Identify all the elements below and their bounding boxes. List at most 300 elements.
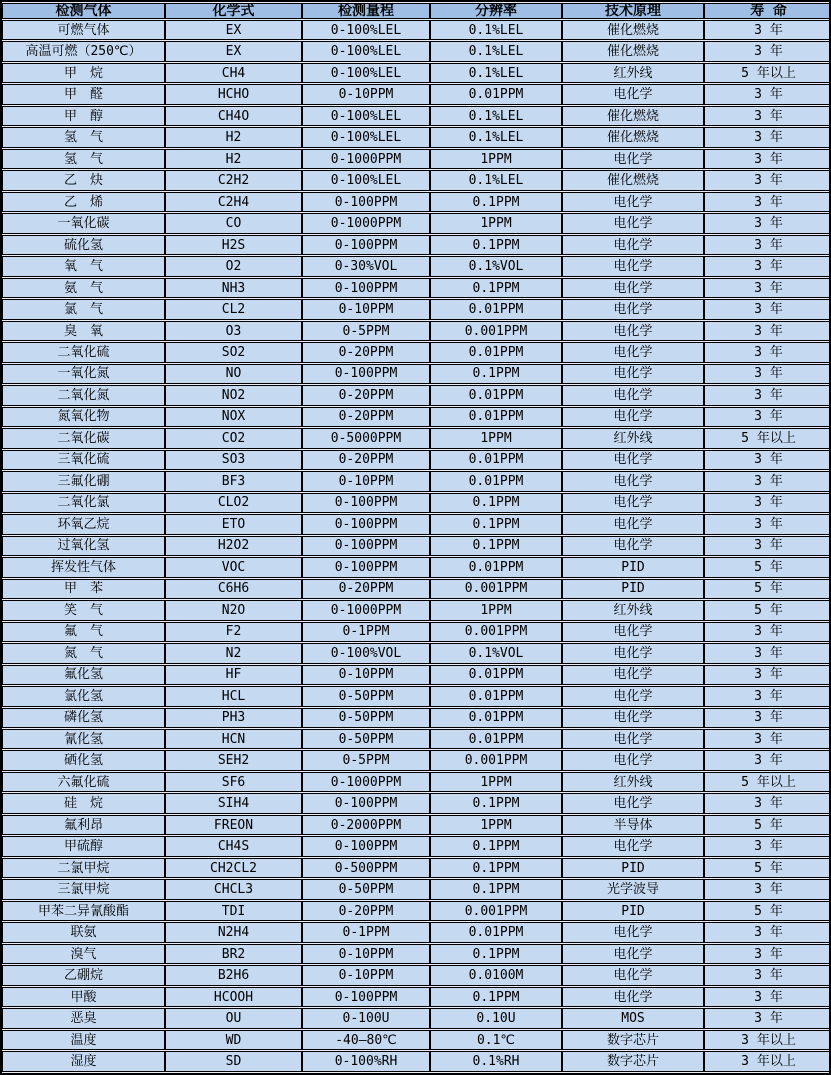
cell-resolution: 0.01PPM xyxy=(430,686,562,706)
cell-range: -40—80℃ xyxy=(302,1030,430,1050)
cell-gas: 二氧化碳 xyxy=(2,428,165,448)
cell-gas: 氧 气 xyxy=(2,256,165,276)
table-row xyxy=(2,450,831,470)
cell-range: 0-1000PPM xyxy=(302,213,430,233)
cell-lifespan: 3 年 xyxy=(704,987,831,1007)
cell-formula: ETO xyxy=(165,514,302,534)
cell-principle: 光学波导 xyxy=(562,879,704,899)
table-row xyxy=(2,1008,831,1028)
cell-resolution: 0.001PPM xyxy=(430,579,562,599)
cell-principle: 电化学 xyxy=(562,342,704,362)
table-row xyxy=(2,729,831,749)
cell-gas: 联氨 xyxy=(2,922,165,942)
cell-lifespan: 3 年 xyxy=(704,299,831,319)
cell-principle: 电化学 xyxy=(562,471,704,491)
cell-principle: 红外线 xyxy=(562,428,704,448)
table-row xyxy=(2,643,831,663)
table-row xyxy=(2,471,831,491)
cell-formula: FREON xyxy=(165,815,302,835)
cell-principle: 半导体 xyxy=(562,815,704,835)
cell-principle: 电化学 xyxy=(562,84,704,104)
cell-resolution: 0.1PPM xyxy=(430,836,562,856)
cell-formula: HCHO xyxy=(165,84,302,104)
cell-formula: B2H6 xyxy=(165,965,302,985)
cell-gas: 三氯甲烷 xyxy=(2,879,165,899)
cell-lifespan: 3 年以上 xyxy=(704,1030,831,1050)
table-row xyxy=(2,600,831,620)
table-row xyxy=(2,708,831,728)
cell-resolution: 0.001PPM xyxy=(430,901,562,921)
cell-resolution: 1PPM xyxy=(430,149,562,169)
cell-range: 0-100PPM xyxy=(302,536,430,556)
cell-lifespan: 3 年 xyxy=(704,41,831,61)
cell-gas: 磷化氢 xyxy=(2,708,165,728)
cell-formula: EX xyxy=(165,41,302,61)
cell-lifespan: 3 年 xyxy=(704,170,831,190)
cell-principle: 电化学 xyxy=(562,514,704,534)
table-row xyxy=(2,256,831,276)
cell-formula: SD xyxy=(165,1051,302,1072)
cell-lifespan: 3 年 xyxy=(704,192,831,212)
cell-lifespan: 3 年 xyxy=(704,836,831,856)
cell-formula: NOX xyxy=(165,407,302,427)
cell-range: 0-100%LEL xyxy=(302,41,430,61)
cell-formula: F2 xyxy=(165,622,302,642)
cell-resolution: 0.1PPM xyxy=(430,278,562,298)
cell-gas: 过氧化氢 xyxy=(2,536,165,556)
cell-gas: 氯 气 xyxy=(2,299,165,319)
cell-principle: 红外线 xyxy=(562,600,704,620)
table-row xyxy=(2,127,831,147)
cell-resolution: 0.001PPM xyxy=(430,321,562,341)
cell-resolution: 0.1PPM xyxy=(430,987,562,1007)
cell-gas: 温度 xyxy=(2,1030,165,1050)
cell-resolution: 0.01PPM xyxy=(430,385,562,405)
cell-lifespan: 3 年 xyxy=(704,708,831,728)
cell-formula: C2H4 xyxy=(165,192,302,212)
table-row xyxy=(2,493,831,513)
cell-principle: 电化学 xyxy=(562,750,704,770)
cell-principle: 电化学 xyxy=(562,407,704,427)
cell-lifespan: 3 年 xyxy=(704,944,831,964)
cell-lifespan: 5 年 xyxy=(704,557,831,577)
cell-lifespan: 3 年 xyxy=(704,364,831,384)
cell-principle: 催化燃烧 xyxy=(562,106,704,126)
cell-gas: 甲 醇 xyxy=(2,106,165,126)
cell-principle: 电化学 xyxy=(562,622,704,642)
cell-resolution: 0.01PPM xyxy=(430,708,562,728)
cell-lifespan: 5 年 xyxy=(704,815,831,835)
cell-range: 0-2000PPM xyxy=(302,815,430,835)
table-row xyxy=(2,84,831,104)
cell-formula: CH4S xyxy=(165,836,302,856)
cell-lifespan: 3 年 xyxy=(704,665,831,685)
table-row xyxy=(2,686,831,706)
cell-principle: PID xyxy=(562,901,704,921)
cell-resolution: 0.10U xyxy=(430,1008,562,1028)
cell-range: 0-100PPM xyxy=(302,557,430,577)
cell-principle: 电化学 xyxy=(562,235,704,255)
cell-principle: 电化学 xyxy=(562,686,704,706)
table-row xyxy=(2,1051,831,1072)
cell-resolution: 0.01PPM xyxy=(430,665,562,685)
cell-resolution: 0.1%VOL xyxy=(430,643,562,663)
cell-range: 0-10PPM xyxy=(302,299,430,319)
table-row xyxy=(2,836,831,856)
cell-formula: VOC xyxy=(165,557,302,577)
cell-lifespan: 3 年 xyxy=(704,235,831,255)
header-row xyxy=(2,3,831,19)
cell-resolution: 0.01PPM xyxy=(430,407,562,427)
cell-gas: 甲苯二异氰酸酯 xyxy=(2,901,165,921)
table-row xyxy=(2,879,831,899)
cell-gas: 氢 气 xyxy=(2,127,165,147)
cell-range: 0-100PPM xyxy=(302,278,430,298)
cell-resolution: 0.1%LEL xyxy=(430,127,562,147)
cell-formula: BF3 xyxy=(165,471,302,491)
table-row xyxy=(2,278,831,298)
cell-resolution: 0.1PPM xyxy=(430,192,562,212)
cell-resolution: 0.01PPM xyxy=(430,299,562,319)
cell-range: 0-10PPM xyxy=(302,944,430,964)
table-row xyxy=(2,536,831,556)
cell-principle: 电化学 xyxy=(562,536,704,556)
cell-range: 0-1000PPM xyxy=(302,600,430,620)
cell-gas: 甲 醛 xyxy=(2,84,165,104)
cell-range: 0-100PPM xyxy=(302,235,430,255)
cell-range: 0-20PPM xyxy=(302,407,430,427)
cell-lifespan: 3 年 xyxy=(704,686,831,706)
cell-gas: 甲 苯 xyxy=(2,579,165,599)
table-row xyxy=(2,944,831,964)
cell-lifespan: 5 年 xyxy=(704,600,831,620)
table-row xyxy=(2,342,831,362)
table-row xyxy=(2,965,831,985)
table-row xyxy=(2,428,831,448)
cell-resolution: 0.1%LEL xyxy=(430,106,562,126)
cell-gas: 乙 炔 xyxy=(2,170,165,190)
cell-formula: SIH4 xyxy=(165,793,302,813)
cell-gas: 高温可燃（250℃） xyxy=(2,41,165,61)
cell-gas: 一氧化碳 xyxy=(2,213,165,233)
table-row xyxy=(2,858,831,878)
cell-resolution: 0.1PPM xyxy=(430,793,562,813)
cell-range: 0-500PPM xyxy=(302,858,430,878)
cell-resolution: 0.001PPM xyxy=(430,622,562,642)
cell-gas: 二氧化硫 xyxy=(2,342,165,362)
cell-principle: 电化学 xyxy=(562,213,704,233)
cell-lifespan: 3 年 xyxy=(704,278,831,298)
cell-formula: SO3 xyxy=(165,450,302,470)
cell-lifespan: 5 年 xyxy=(704,858,831,878)
cell-gas: 可燃气体 xyxy=(2,20,165,40)
cell-gas: 氯化氢 xyxy=(2,686,165,706)
table-row xyxy=(2,385,831,405)
cell-range: 0-50PPM xyxy=(302,686,430,706)
cell-gas: 挥发性气体 xyxy=(2,557,165,577)
cell-principle: 电化学 xyxy=(562,278,704,298)
cell-lifespan: 3 年 xyxy=(704,643,831,663)
cell-formula: NO2 xyxy=(165,385,302,405)
cell-range: 0-100PPM xyxy=(302,493,430,513)
cell-lifespan: 3 年 xyxy=(704,84,831,104)
col-header-resolution: 分辨率 xyxy=(430,3,562,19)
cell-formula: CL2 xyxy=(165,299,302,319)
cell-gas: 氟 气 xyxy=(2,622,165,642)
table-row xyxy=(2,213,831,233)
cell-resolution: 1PPM xyxy=(430,815,562,835)
table-header xyxy=(2,3,831,19)
cell-range: 0-5PPM xyxy=(302,750,430,770)
cell-principle: 电化学 xyxy=(562,836,704,856)
table-row xyxy=(2,901,831,921)
table-row xyxy=(2,793,831,813)
cell-principle: 电化学 xyxy=(562,321,704,341)
table-row xyxy=(2,364,831,384)
cell-lifespan: 3 年以上 xyxy=(704,1051,831,1072)
cell-lifespan: 3 年 xyxy=(704,342,831,362)
cell-formula: C6H6 xyxy=(165,579,302,599)
cell-resolution: 0.1PPM xyxy=(430,514,562,534)
table-row xyxy=(2,557,831,577)
cell-resolution: 0.01PPM xyxy=(430,557,562,577)
cell-gas: 氮氧化物 xyxy=(2,407,165,427)
cell-resolution: 0.1%VOL xyxy=(430,256,562,276)
cell-principle: 电化学 xyxy=(562,708,704,728)
cell-formula: H2 xyxy=(165,149,302,169)
table-row xyxy=(2,750,831,770)
cell-resolution: 0.01PPM xyxy=(430,471,562,491)
cell-resolution: 0.1PPM xyxy=(430,858,562,878)
cell-formula: HCN xyxy=(165,729,302,749)
cell-range: 0-100PPM xyxy=(302,987,430,1007)
cell-formula: CH4 xyxy=(165,63,302,83)
spec-table xyxy=(2,2,831,1073)
cell-lifespan: 3 年 xyxy=(704,493,831,513)
col-header-principle: 技术原理 xyxy=(562,3,704,19)
cell-lifespan: 3 年 xyxy=(704,256,831,276)
cell-lifespan: 3 年 xyxy=(704,321,831,341)
cell-range: 0-20PPM xyxy=(302,901,430,921)
table-row xyxy=(2,665,831,685)
cell-gas: 三氟化硼 xyxy=(2,471,165,491)
cell-gas: 氟利昂 xyxy=(2,815,165,835)
table-row xyxy=(2,63,831,83)
cell-range: 0-50PPM xyxy=(302,708,430,728)
cell-lifespan: 3 年 xyxy=(704,450,831,470)
cell-principle: 数字芯片 xyxy=(562,1051,704,1072)
cell-gas: 氨 气 xyxy=(2,278,165,298)
cell-resolution: 0.1PPM xyxy=(430,493,562,513)
cell-resolution: 0.1PPM xyxy=(430,235,562,255)
cell-range: 0-100%LEL xyxy=(302,106,430,126)
cell-range: 0-50PPM xyxy=(302,879,430,899)
cell-principle: 电化学 xyxy=(562,987,704,1007)
cell-principle: 催化燃烧 xyxy=(562,170,704,190)
cell-lifespan: 3 年 xyxy=(704,127,831,147)
cell-gas: 环氧乙烷 xyxy=(2,514,165,534)
cell-range: 0-1PPM xyxy=(302,622,430,642)
cell-resolution: 0.1PPM xyxy=(430,944,562,964)
cell-lifespan: 3 年 xyxy=(704,793,831,813)
cell-range: 0-100%VOL xyxy=(302,643,430,663)
table-row xyxy=(2,514,831,534)
cell-gas: 笑 气 xyxy=(2,600,165,620)
table-row xyxy=(2,192,831,212)
cell-resolution: 0.0100M xyxy=(430,965,562,985)
cell-principle: 数字芯片 xyxy=(562,1030,704,1050)
cell-principle: 电化学 xyxy=(562,944,704,964)
table-row xyxy=(2,149,831,169)
cell-gas: 三氧化硫 xyxy=(2,450,165,470)
cell-range: 0-30%VOL xyxy=(302,256,430,276)
table-row xyxy=(2,170,831,190)
cell-formula: BR2 xyxy=(165,944,302,964)
cell-range: 0-10PPM xyxy=(302,471,430,491)
cell-range: 0-50PPM xyxy=(302,729,430,749)
col-header-lifespan: 寿 命 xyxy=(704,3,831,19)
cell-range: 0-100PPM xyxy=(302,514,430,534)
cell-principle: 电化学 xyxy=(562,729,704,749)
cell-lifespan: 3 年 xyxy=(704,965,831,985)
cell-resolution: 0.1PPM xyxy=(430,536,562,556)
cell-gas: 乙硼烷 xyxy=(2,965,165,985)
cell-lifespan: 3 年 xyxy=(704,536,831,556)
cell-gas: 氢 气 xyxy=(2,149,165,169)
cell-lifespan: 5 年以上 xyxy=(704,63,831,83)
cell-range: 0-1000PPM xyxy=(302,149,430,169)
cell-lifespan: 5 年 xyxy=(704,579,831,599)
cell-gas: 硒化氢 xyxy=(2,750,165,770)
cell-resolution: 0.1℃ xyxy=(430,1030,562,1050)
cell-resolution: 1PPM xyxy=(430,600,562,620)
cell-range: 0-5000PPM xyxy=(302,428,430,448)
cell-gas: 臭 氧 xyxy=(2,321,165,341)
cell-gas: 六氟化硫 xyxy=(2,772,165,792)
cell-formula: PH3 xyxy=(165,708,302,728)
cell-gas: 乙 烯 xyxy=(2,192,165,212)
cell-resolution: 0.001PPM xyxy=(430,750,562,770)
cell-formula: H2 xyxy=(165,127,302,147)
cell-range: 0-100PPM xyxy=(302,836,430,856)
cell-gas: 氟化氢 xyxy=(2,665,165,685)
cell-principle: 催化燃烧 xyxy=(562,41,704,61)
table-row xyxy=(2,772,831,792)
cell-resolution: 0.01PPM xyxy=(430,450,562,470)
cell-principle: 电化学 xyxy=(562,385,704,405)
cell-resolution: 0.01PPM xyxy=(430,922,562,942)
cell-formula: O3 xyxy=(165,321,302,341)
cell-range: 0-100%RH xyxy=(302,1051,430,1072)
cell-gas: 二氧化氮 xyxy=(2,385,165,405)
table-row xyxy=(2,922,831,942)
cell-principle: 电化学 xyxy=(562,192,704,212)
cell-principle: 电化学 xyxy=(562,450,704,470)
cell-range: 0-20PPM xyxy=(302,342,430,362)
cell-range: 0-100%LEL xyxy=(302,20,430,40)
cell-principle: 电化学 xyxy=(562,149,704,169)
cell-lifespan: 3 年 xyxy=(704,20,831,40)
table-row xyxy=(2,41,831,61)
cell-resolution: 0.1PPM xyxy=(430,364,562,384)
cell-formula: N2O xyxy=(165,600,302,620)
cell-resolution: 0.1%RH xyxy=(430,1051,562,1072)
cell-principle: PID xyxy=(562,858,704,878)
cell-lifespan: 5 年 xyxy=(704,901,831,921)
cell-formula: N2 xyxy=(165,643,302,663)
cell-principle: MOS xyxy=(562,1008,704,1028)
cell-lifespan: 3 年 xyxy=(704,514,831,534)
cell-range: 0-5PPM xyxy=(302,321,430,341)
cell-range: 0-10PPM xyxy=(302,84,430,104)
col-header-range: 检测量程 xyxy=(302,3,430,19)
cell-lifespan: 3 年 xyxy=(704,729,831,749)
cell-resolution: 0.01PPM xyxy=(430,342,562,362)
cell-formula: SEH2 xyxy=(165,750,302,770)
cell-formula: OU xyxy=(165,1008,302,1028)
cell-lifespan: 3 年 xyxy=(704,106,831,126)
cell-formula: CH4O xyxy=(165,106,302,126)
cell-gas: 硅 烷 xyxy=(2,793,165,813)
cell-principle: 电化学 xyxy=(562,299,704,319)
cell-lifespan: 3 年 xyxy=(704,213,831,233)
table-row xyxy=(2,1030,831,1050)
cell-range: 0-100PPM xyxy=(302,364,430,384)
cell-formula: HCOOH xyxy=(165,987,302,1007)
cell-gas: 二氯甲烷 xyxy=(2,858,165,878)
cell-range: 0-20PPM xyxy=(302,385,430,405)
cell-range: 0-100U xyxy=(302,1008,430,1028)
cell-formula: C2H2 xyxy=(165,170,302,190)
cell-range: 0-100PPM xyxy=(302,192,430,212)
cell-formula: NH3 xyxy=(165,278,302,298)
cell-formula: H2S xyxy=(165,235,302,255)
table-body xyxy=(2,20,831,1072)
cell-formula: CHCL3 xyxy=(165,879,302,899)
cell-range: 0-10PPM xyxy=(302,665,430,685)
cell-principle: 电化学 xyxy=(562,493,704,513)
cell-principle: 电化学 xyxy=(562,256,704,276)
cell-gas: 甲 烷 xyxy=(2,63,165,83)
cell-range: 0-1000PPM xyxy=(302,772,430,792)
table-row xyxy=(2,579,831,599)
table-row xyxy=(2,321,831,341)
cell-formula: HCL xyxy=(165,686,302,706)
cell-gas: 甲酸 xyxy=(2,987,165,1007)
cell-gas: 溴气 xyxy=(2,944,165,964)
cell-principle: 电化学 xyxy=(562,922,704,942)
cell-formula: SF6 xyxy=(165,772,302,792)
cell-principle: 催化燃烧 xyxy=(562,20,704,40)
cell-resolution: 0.1%LEL xyxy=(430,63,562,83)
cell-lifespan: 3 年 xyxy=(704,149,831,169)
cell-formula: HF xyxy=(165,665,302,685)
cell-lifespan: 3 年 xyxy=(704,385,831,405)
cell-principle: 红外线 xyxy=(562,772,704,792)
cell-principle: 电化学 xyxy=(562,665,704,685)
cell-resolution: 0.1PPM xyxy=(430,879,562,899)
cell-formula: NO xyxy=(165,364,302,384)
cell-formula: TDI xyxy=(165,901,302,921)
cell-formula: CO2 xyxy=(165,428,302,448)
cell-lifespan: 3 年 xyxy=(704,750,831,770)
cell-principle: 红外线 xyxy=(562,63,704,83)
cell-lifespan: 3 年 xyxy=(704,407,831,427)
cell-formula: O2 xyxy=(165,256,302,276)
cell-gas: 氮 气 xyxy=(2,643,165,663)
cell-principle: 电化学 xyxy=(562,793,704,813)
cell-range: 0-100%LEL xyxy=(302,170,430,190)
